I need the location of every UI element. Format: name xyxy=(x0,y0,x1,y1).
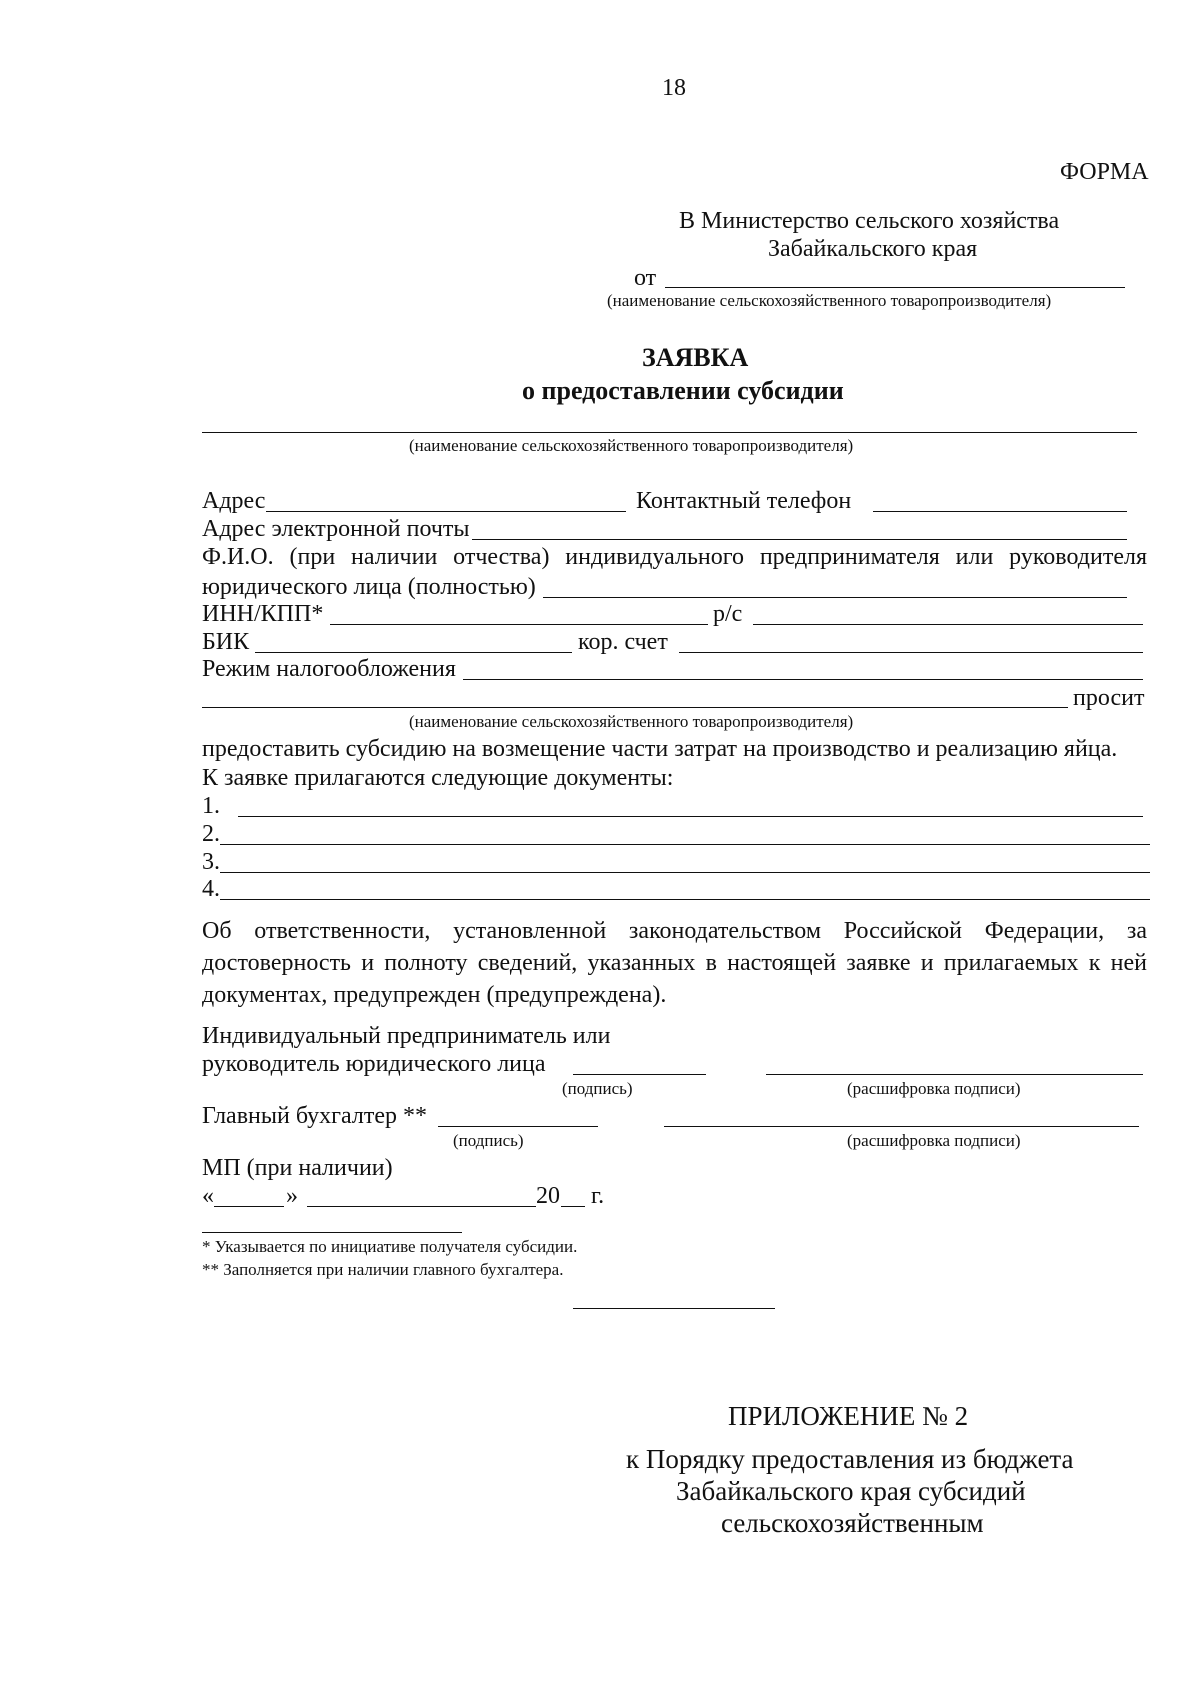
head-label-line-1: Индивидуальный предприниматель или xyxy=(202,1023,611,1049)
address-field[interactable] xyxy=(266,511,626,512)
document-number-2: 2. xyxy=(202,821,220,847)
account-label: р/с xyxy=(713,601,743,627)
footnote-1: * Указывается по инициативе получателя субсидии. xyxy=(202,1237,578,1256)
appendix-line-3: сельскохозяйственным xyxy=(721,1508,984,1538)
accountant-transcript-field[interactable] xyxy=(664,1126,1139,1127)
date-year-field[interactable] xyxy=(561,1206,585,1207)
fio-label-line-2: юридического лица (полностью) xyxy=(202,574,536,600)
applicant-name-field[interactable] xyxy=(202,432,1137,433)
from-caption: (наименование сельскохозяйственного товаропроизводителя) xyxy=(607,291,1052,310)
document-field-4[interactable] xyxy=(220,899,1150,900)
email-field[interactable] xyxy=(472,539,1127,540)
bik-field[interactable] xyxy=(255,652,572,653)
corr-account-label: кор. счет xyxy=(578,629,668,655)
addressee-line-1: В Министерство сельского хозяйства xyxy=(679,208,1060,234)
bik-label: БИК xyxy=(202,629,250,655)
purpose-text: предоставить субсидию на возмещение части затрат на производство и реализацию яйца. xyxy=(202,736,1118,762)
applicant-caption: (наименование сельскохозяйственного товаропроизводителя) xyxy=(409,436,854,455)
addressee-line-2: Забайкальского края xyxy=(768,236,978,262)
requester-name-field[interactable] xyxy=(202,707,1068,708)
date-year-prefix: 20 xyxy=(536,1183,560,1209)
inn-field[interactable] xyxy=(330,624,708,625)
requests-label: просит xyxy=(1073,685,1145,711)
requests-caption: (наименование сельскохозяйственного товаропроизводителя) xyxy=(409,712,854,731)
tax-regime-label: Режим налогообложения xyxy=(202,656,456,682)
head-signature-field[interactable] xyxy=(573,1074,706,1075)
document-field-3[interactable] xyxy=(220,872,1150,873)
appendix-line-2: Забайкальского края субсидий xyxy=(676,1476,1026,1506)
document-number-3: 3. xyxy=(202,849,220,875)
inn-label: ИНН/КПП* xyxy=(202,601,324,627)
fio-label-line-1: Ф.И.О. (при наличии отчества) индивидуального предпринимателя или руководителя xyxy=(202,544,1147,570)
head-transcript-field[interactable] xyxy=(766,1074,1143,1075)
date-year-suffix: г. xyxy=(591,1183,605,1209)
footnote-2: ** Заполняется при наличии главного бухгалтера. xyxy=(202,1260,564,1279)
phone-field[interactable] xyxy=(873,511,1127,512)
head-label-line-2: руководитель юридического лица xyxy=(202,1051,546,1077)
accountant-label: Главный бухгалтер ** xyxy=(202,1103,427,1129)
from-field[interactable] xyxy=(665,287,1125,288)
page-number: 18 xyxy=(662,75,686,101)
form-label: ФОРМА xyxy=(1060,159,1149,185)
document-field-1[interactable] xyxy=(238,816,1143,817)
date-close-quote: » xyxy=(286,1183,298,1209)
accountant-signature-caption: (подпись) xyxy=(453,1131,524,1150)
documents-intro: К заявке прилагаются следующие документы: xyxy=(202,765,674,791)
date-day-field[interactable] xyxy=(214,1206,284,1207)
title-subtitle: о предоставлении субсидии xyxy=(522,376,844,405)
document-number-1: 1. xyxy=(202,793,220,819)
document-number-4: 4. xyxy=(202,876,220,902)
stamp-label: МП (при наличии) xyxy=(202,1155,393,1181)
document-field-2[interactable] xyxy=(220,844,1150,845)
title-zayavka: ЗАЯВКА xyxy=(642,343,749,372)
from-label: от xyxy=(634,265,657,291)
tax-regime-field[interactable] xyxy=(463,679,1143,680)
corr-account-field[interactable] xyxy=(679,652,1143,653)
date-open-quote: « xyxy=(202,1183,214,1209)
address-label: Адрес xyxy=(202,488,266,514)
responsibility-paragraph: Об ответственности, установленной законодательством Российской Федерации, за достоверность и полноту сведений, указанных в настоящей заявке и прилагаемых к ней документах, предупрежден (предупреждена). xyxy=(202,918,1147,1008)
fio-field[interactable] xyxy=(543,597,1127,598)
end-separator xyxy=(573,1308,775,1309)
account-field[interactable] xyxy=(753,624,1143,625)
head-transcript-caption: (расшифровка подписи) xyxy=(847,1079,1021,1098)
appendix-line-1: к Порядку предоставления из бюджета xyxy=(626,1444,1074,1474)
accountant-signature-field[interactable] xyxy=(438,1126,598,1127)
email-label: Адрес электронной почты xyxy=(202,516,470,542)
phone-label: Контактный телефон xyxy=(636,488,852,514)
accountant-transcript-caption: (расшифровка подписи) xyxy=(847,1131,1021,1150)
date-month-field[interactable] xyxy=(307,1206,536,1207)
appendix-title: ПРИЛОЖЕНИЕ № 2 xyxy=(728,1401,969,1431)
head-signature-caption: (подпись) xyxy=(562,1079,633,1098)
footnote-separator xyxy=(202,1232,462,1233)
